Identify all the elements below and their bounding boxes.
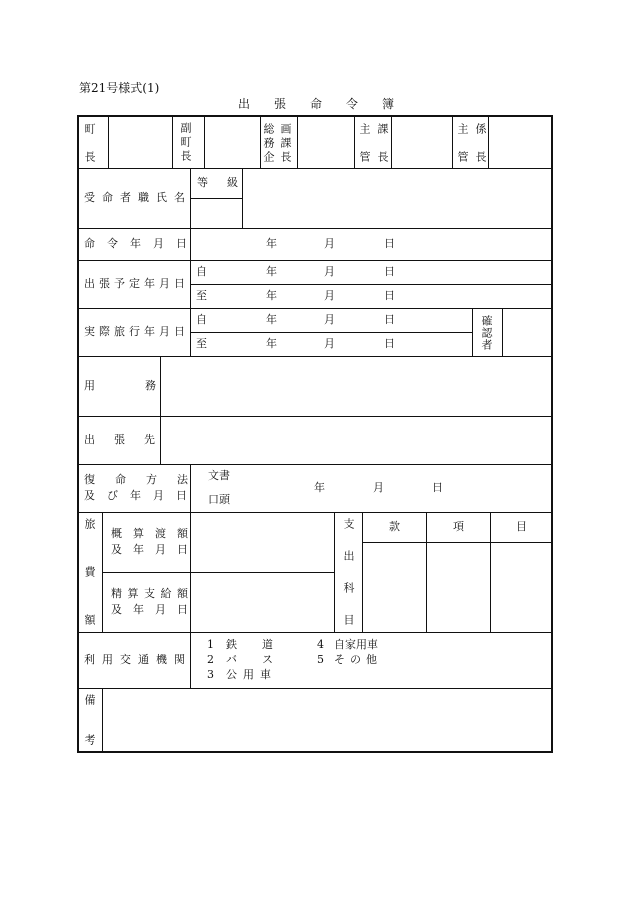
transport-item-name: 公用車 <box>226 668 277 681</box>
grid-line <box>502 308 503 356</box>
page-title: 出張命令簿 <box>238 97 419 111</box>
settlement-date-label: 及年月日 <box>111 603 199 616</box>
report-oral-option: 口頭 <box>208 493 230 506</box>
grid-line <box>78 464 552 465</box>
report-month: 月 <box>373 481 384 494</box>
grid-line <box>334 512 335 632</box>
order-date-label: 命令年月日 <box>84 237 199 250</box>
actual-from-year: 年 <box>266 313 277 326</box>
travel-expense-label: 旅費額 <box>83 518 96 662</box>
grid-line <box>391 116 392 168</box>
transport-label: 利用交通機関 <box>84 653 192 666</box>
planned-to-year: 年 <box>266 289 277 302</box>
grid-line <box>204 116 205 168</box>
transport-item-name: 自家用車 <box>334 638 378 651</box>
grid-line <box>190 198 242 199</box>
grid-line <box>78 688 552 689</box>
actual-to-month: 月 <box>324 337 335 350</box>
transport-item-number: 3 <box>207 668 214 681</box>
confirmer-label: 確認者 <box>480 315 493 351</box>
remarks-label: 備考 <box>83 694 96 774</box>
account-column-kan: 款 <box>389 520 400 533</box>
planned-dates-label: 出張予定年月日 <box>84 277 189 290</box>
report-year: 年 <box>314 481 325 494</box>
transport-item-number: 5 <box>317 653 324 666</box>
grid-line <box>78 356 552 357</box>
transport-item-name: 鉄道 <box>226 638 298 651</box>
transport-item-number: 2 <box>207 653 214 666</box>
actual-to: 至 <box>196 337 207 350</box>
grid-line <box>78 308 552 309</box>
approval-general-affairs-chief-label: 総務企画課長 <box>262 123 292 165</box>
actual-from-month: 月 <box>324 313 335 326</box>
approval-mayor-label: 町長 <box>83 123 96 179</box>
estimate-date-label: 及年月日 <box>111 543 199 556</box>
grid-line <box>108 116 109 168</box>
estimate-amount-label: 概算渡額 <box>111 527 199 540</box>
grid-line <box>160 356 161 464</box>
grade-label: 等級 <box>197 176 257 189</box>
grid-line <box>78 416 552 417</box>
planned-from-year: 年 <box>266 265 277 278</box>
appointee-label: 受命者職氏名 <box>84 191 192 204</box>
actual-to-year: 年 <box>266 337 277 350</box>
grid-line <box>190 332 472 333</box>
order-year: 年 <box>266 237 277 250</box>
transport-item-number: 4 <box>317 638 324 651</box>
actual-dates-label: 実際旅行年月日 <box>84 325 189 338</box>
grid-line <box>102 572 334 573</box>
approval-section-chief-label: 主管課長 <box>358 123 389 179</box>
report-day: 日 <box>432 481 443 494</box>
actual-from-day: 日 <box>384 313 395 326</box>
report-date-label: 及び年月日 <box>84 489 199 502</box>
grid-line <box>297 116 298 168</box>
transport-item-number: 1 <box>207 638 214 651</box>
form-number: 第21号様式(1) <box>79 81 160 95</box>
grid-line <box>190 284 552 285</box>
grid-line <box>78 632 552 633</box>
grid-line <box>362 542 552 543</box>
grid-line <box>78 260 552 261</box>
grid-line <box>172 116 173 168</box>
grid-line <box>472 308 473 356</box>
actual-to-day: 日 <box>384 337 395 350</box>
settlement-amount-label: 精算支給額 <box>111 587 194 600</box>
grid-line <box>490 512 491 632</box>
account-column-moku: 目 <box>516 520 527 533</box>
account-column-kou: 項 <box>453 520 464 533</box>
grid-line <box>102 512 103 632</box>
actual-from: 自 <box>196 313 207 326</box>
order-day: 日 <box>384 237 395 250</box>
order-month: 月 <box>324 237 335 250</box>
report-document-option: 文書 <box>208 469 230 482</box>
approval-subsection-chief-label: 主管係長 <box>456 123 487 179</box>
approval-deputy-mayor-label: 副町長 <box>179 122 192 164</box>
destination-label: 出張先 <box>84 433 174 446</box>
grid-line <box>426 512 427 632</box>
transport-item-name: バス <box>226 653 298 666</box>
report-method-label: 復命方法 <box>84 473 208 486</box>
planned-from-month: 月 <box>324 265 335 278</box>
transport-item-name: その他 <box>334 653 382 666</box>
expenditure-account-label: 支出科目 <box>342 518 355 646</box>
grid-line <box>78 512 552 513</box>
planned-from-day: 日 <box>384 265 395 278</box>
planned-from: 自 <box>196 265 207 278</box>
planned-to: 至 <box>196 289 207 302</box>
grid-line <box>362 512 363 632</box>
purpose-label: 用務 <box>84 379 206 392</box>
grid-line <box>78 228 552 229</box>
planned-to-month: 月 <box>324 289 335 302</box>
planned-to-day: 日 <box>384 289 395 302</box>
grid-line <box>102 688 103 752</box>
